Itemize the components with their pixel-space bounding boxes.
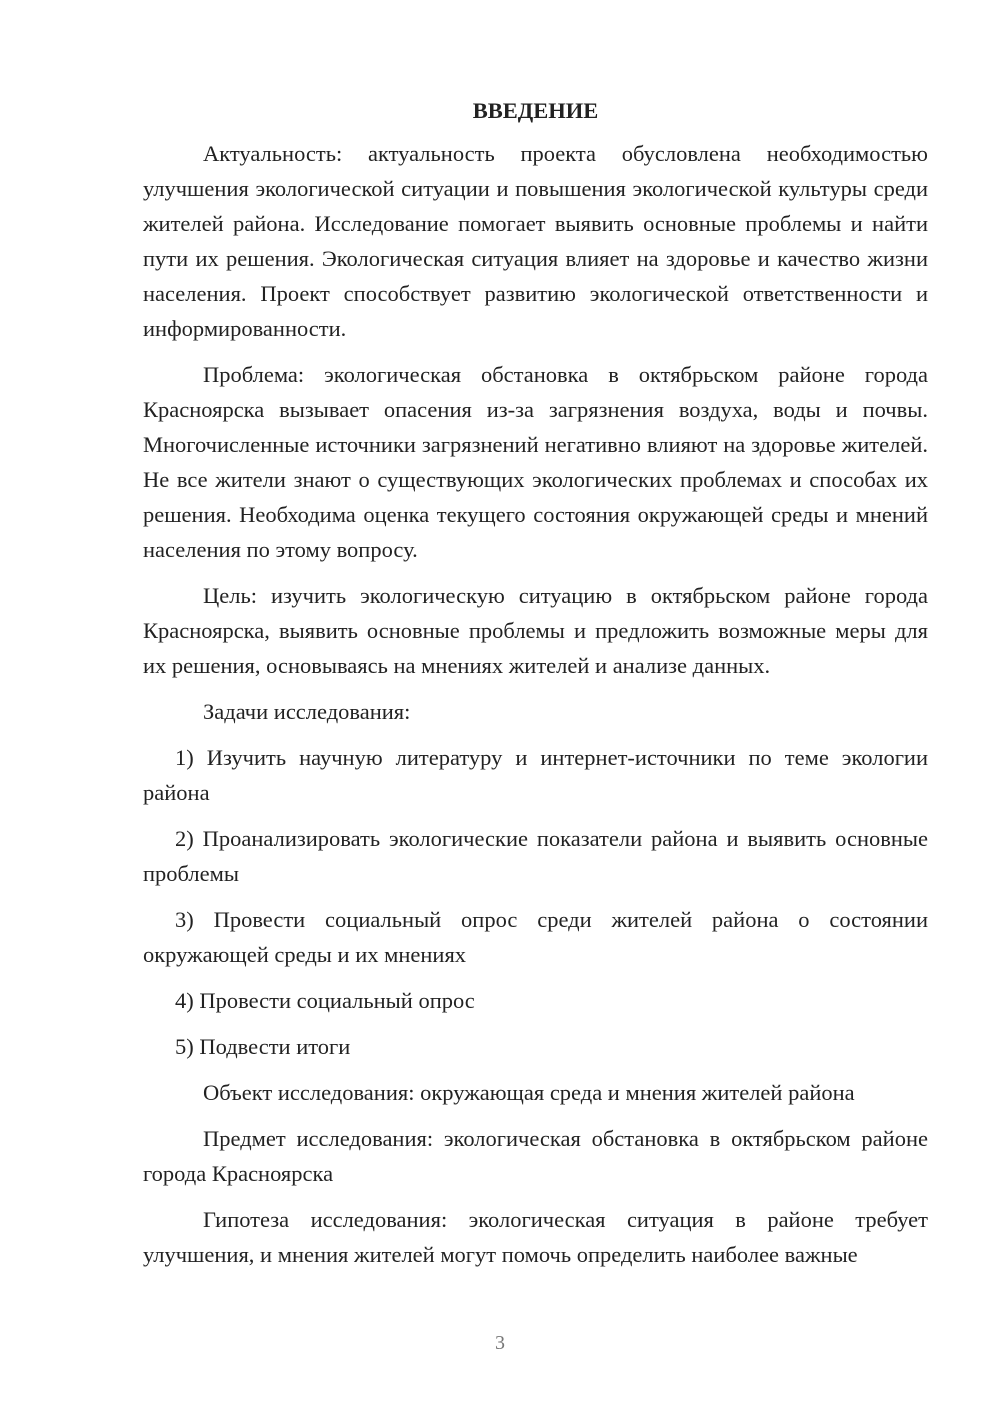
task-item-2: 2) Проанализировать экологические показатели района и выявить основные проблемы <box>143 826 928 886</box>
task-item-5: 5) Подвести итоги <box>175 1034 351 1059</box>
page-number: 3 <box>495 1332 505 1354</box>
research-object-paragraph: Объект исследования: окружающая среда и мнения жителей района <box>203 1080 855 1105</box>
page-content <box>143 93 928 1283</box>
task-item-4: 4) Провести социальный опрос <box>175 988 475 1013</box>
section-title: ВВЕДЕНИЕ <box>472 98 599 123</box>
relevance-paragraph: Актуальность: актуальность проекта обусловлена необходимостью улучшения экологической ситуации и повышения экологической культуры среди жителей района. Исследование помогает выявить основные проблемы и найти пути их решения. Экологическая ситуация влияет на здоровье и качество жизни населения. Проект способствует развитию экологической ответственности и информированности. <box>143 141 928 341</box>
research-subject-paragraph: Предмет исследования: экологическая обстановка в октябрьском районе города Красноярска <box>143 1126 928 1186</box>
tasks-heading: Задачи исследования: <box>203 699 411 724</box>
research-hypothesis-paragraph: Гипотеза исследования: экологическая ситуация в районе требует улучшения, и мнения жителей могут помочь определить наиболее важные <box>143 1207 928 1267</box>
task-item-3: 3) Провести социальный опрос среди жителей района о состоянии окружающей среды и их мнениях <box>143 907 928 967</box>
problem-paragraph: Проблема: экологическая обстановка в октябрьском районе города Красноярска вызывает опасения из-за загрязнения воздуха, воды и почвы. Многочисленные источники загрязнений негативно влияют на здоровье жителей. Не все жители знают о существующих экологических проблемах и способах их решения. Необходима оценка текущего состояния окружающей среды и мнений населения по этому вопросу. <box>143 362 928 562</box>
goal-paragraph: Цель: изучить экологическую ситуацию в октябрьском районе города Красноярска, выявить основные проблемы и предложить возможные меры для их решения, основываясь на мнениях жителей и анализе данных. <box>143 583 928 678</box>
task-item-1: 1) Изучить научную литературу и интернет-источники по теме экологии района <box>143 745 928 805</box>
